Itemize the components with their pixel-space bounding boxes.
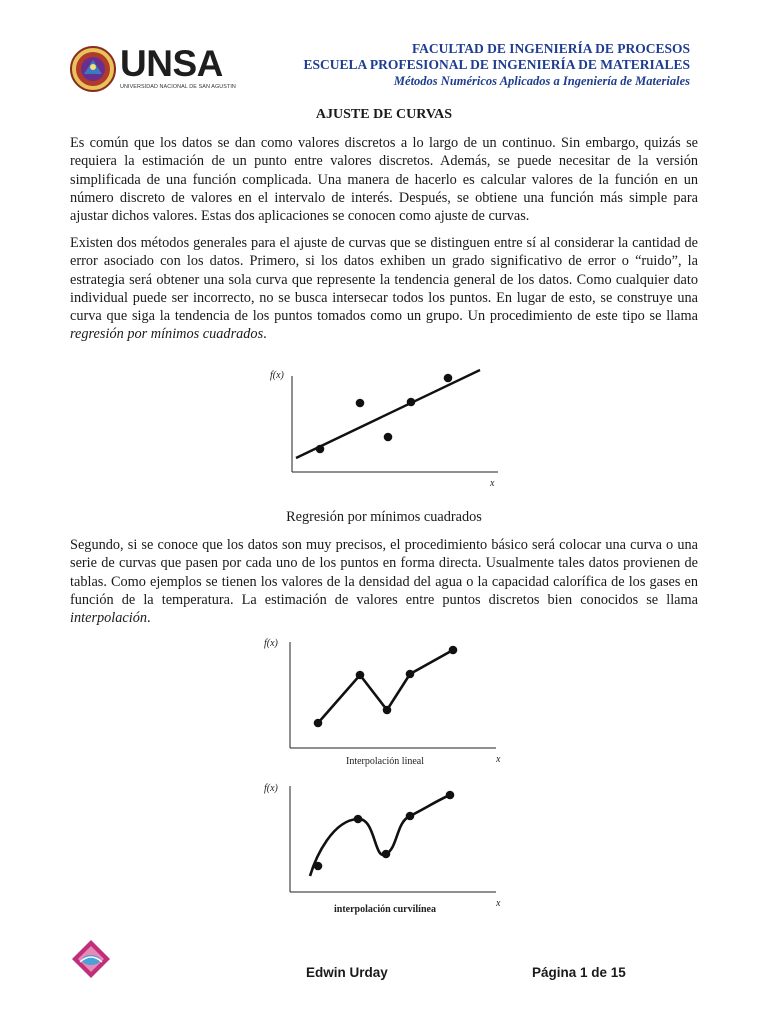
paragraph-interpolation-end: . bbox=[147, 610, 151, 627]
paragraph-regression bbox=[70, 234, 698, 344]
paragraph-interpolation-text: Segundo, si se conoce que los datos son muy precisos, el procedimiento básico será colocar una curva o una serie de curvas que pasen por cada uno de los puntos en forma directa. Usualmente tales datos provienen de tablas. Como ejemplos se tienen los valores de la densidad del agua o la capacidad calorífica de los gases en función de la temperatura. La estimación de valores entre puntos discretos bien conocidos se llama bbox=[70, 537, 698, 608]
regression-caption: Regresión por mínimos cuadrados bbox=[286, 509, 482, 525]
linear-caption: Interpolación lineal bbox=[346, 756, 425, 767]
x-axis-label: x bbox=[496, 898, 501, 909]
data-point bbox=[406, 670, 415, 679]
faculty-name: FACULTAD DE INGENIERÍA DE PROCESOS bbox=[411, 41, 690, 56]
linear-interpolation-figure bbox=[258, 630, 514, 768]
regression-term: regresión por mínimos cuadrados bbox=[70, 326, 264, 343]
data-point bbox=[406, 812, 415, 821]
y-axis-label: f(x) bbox=[270, 370, 284, 381]
data-point bbox=[314, 719, 323, 728]
x-axis-label: x bbox=[496, 754, 501, 765]
school-name: ESCUELA PROFESIONAL DE INGENIERÍA DE MATERIALES bbox=[303, 57, 690, 72]
paragraph-interpolation bbox=[70, 536, 698, 627]
document-header bbox=[304, 41, 690, 89]
curvilinear-interpolation-figure bbox=[258, 776, 514, 916]
logo-subtext: UNIVERSIDAD NACIONAL DE SAN AGUSTIN bbox=[120, 84, 236, 90]
data-point bbox=[383, 706, 392, 715]
data-point bbox=[444, 374, 453, 383]
data-point bbox=[449, 646, 458, 655]
data-point bbox=[446, 791, 455, 800]
interpolation-curve bbox=[310, 795, 450, 876]
course-name: Métodos Numéricos Aplicados a Ingeniería de Materiales bbox=[393, 74, 690, 88]
data-point bbox=[314, 862, 323, 871]
data-point bbox=[354, 815, 363, 824]
footer-logo-icon bbox=[70, 938, 112, 980]
data-point bbox=[356, 671, 365, 680]
regression-line bbox=[296, 370, 480, 458]
paragraph-regression-text: Existen dos métodos generales para el ajuste de curvas que se distinguen entre sí al considerar la cantidad de error asociado con los datos. Primero, si los datos exhiben un grado significativo de error o “ruido”, la estrategia será obtener una sola curva que represente la tendencia general de los datos. Como cualquier dato individual puede ser incorrecto, no se busca intersecar todos los puntos. En lugar de esto, se construye una curva que siga la tendencia de los puntos tomados como un grupo. Un procedimiento de este tipo se llama bbox=[70, 235, 698, 325]
footer-page-number: Página 1 de 15 bbox=[532, 965, 626, 980]
data-point bbox=[316, 445, 325, 454]
curvilinear-caption: interpolación curvilínea bbox=[334, 904, 436, 915]
university-logo bbox=[70, 42, 240, 98]
footer-author: Edwin Urday bbox=[306, 965, 388, 980]
paragraph-intro: Es común que los datos se dan como valores discretos a lo largo de un continuo. Sin embargo, quizás se requiera la estimación de un punto entre valores discretos. Además, se puede necesitar de la versión simplificada de una función complicada. Una manera de hacerlo es calcular valores de la función en un número discreto de valores en el intervalo de interés. Después, se obtiene una función más simple para ajustar dichos valores. Estas dos aplicaciones se conocen como ajuste de curvas. bbox=[70, 135, 698, 225]
y-axis-label: f(x) bbox=[264, 783, 278, 794]
data-point bbox=[382, 850, 391, 859]
x-axis-label: x bbox=[490, 478, 495, 489]
regression-figure bbox=[262, 362, 512, 490]
interpolation-term: interpolación bbox=[70, 610, 148, 627]
page-title: AJUSTE DE CURVAS bbox=[315, 107, 453, 122]
logo-text: UNSA bbox=[120, 43, 223, 84]
data-point bbox=[384, 433, 393, 442]
paragraph-regression-end: . bbox=[263, 326, 267, 343]
data-point bbox=[407, 398, 416, 407]
university-seal-icon bbox=[70, 46, 116, 92]
y-axis-label: f(x) bbox=[264, 638, 278, 649]
data-point bbox=[356, 399, 365, 408]
